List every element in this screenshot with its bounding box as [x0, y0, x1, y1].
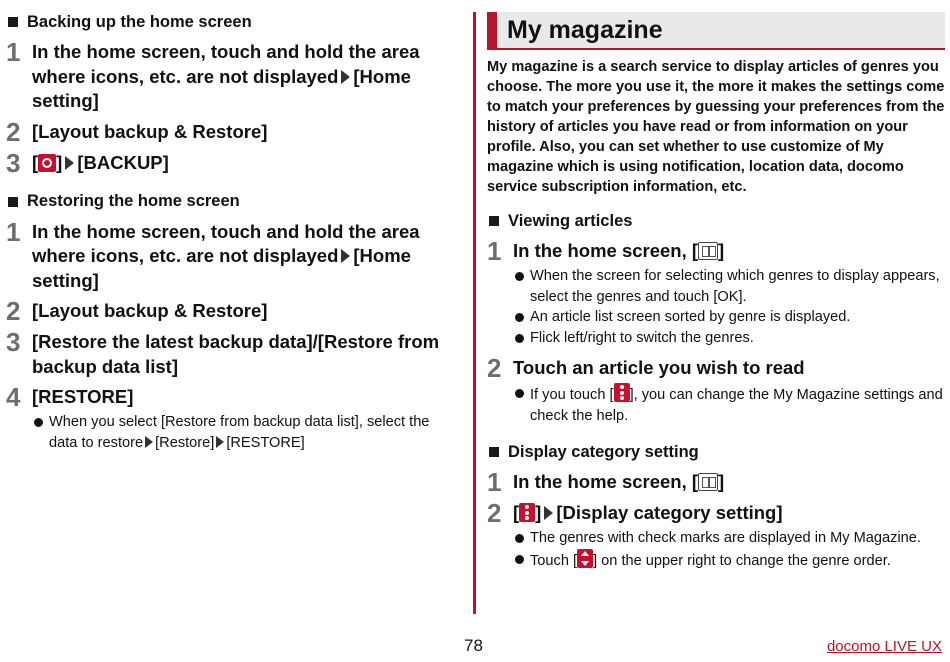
viewing-step-2: 2 Touch an article you wish to read — [487, 353, 805, 383]
page-number: 78 — [464, 636, 483, 655]
restore-step-4: 4 [RESTORE] — [6, 382, 134, 412]
list-item: The genres with check marks are displayed in My Magazine. — [513, 528, 945, 549]
restore-step-3: 3 [Restore the latest backup data]/[Restore from backup data list] — [6, 327, 440, 377]
my-magazine-icon — [698, 473, 718, 491]
list-item: When you select [Restore from backup data list], select the data to restore [Restore] [RESTORE] — [32, 412, 461, 453]
list-item: Touch [ ] on the upper right to change the genre order. — [513, 549, 945, 572]
step-number: 1 — [487, 236, 502, 266]
category-step-2: 2 [ ] [Display category setting] — [487, 498, 783, 528]
step-number: 3 — [6, 147, 21, 178]
sort-order-icon — [577, 549, 593, 568]
viewing-step-2-notes — [513, 383, 945, 426]
footer-section-link[interactable]: docomo LIVE UX — [826, 638, 942, 655]
arrow-right-icon — [65, 156, 74, 170]
step-number: 3 — [6, 327, 21, 357]
step-number: 2 — [6, 116, 21, 147]
square-bullet-icon — [8, 197, 18, 207]
step-number: 2 — [6, 296, 21, 326]
category-step-1: 1 In the home screen, [ ] — [487, 467, 725, 497]
section-title-bar — [487, 12, 945, 50]
step-number: 2 — [487, 498, 502, 528]
viewing-step-1-notes — [513, 266, 945, 348]
restore-step-2: 2 [Layout backup & Restore] — [6, 296, 268, 326]
right-column — [487, 12, 945, 571]
section-heading-restore: Restoring the home screen — [6, 190, 461, 214]
arrow-right-icon — [544, 506, 553, 520]
list-item: When the screen for selecting which genres to display appears, select the genres and touch [OK]. — [513, 266, 945, 307]
backup-step-2: 2 [Layout backup & Restore] — [6, 116, 268, 147]
viewing-step-1: 1 In the home screen, [ ] — [487, 236, 725, 266]
list-item: If you touch [ ], you can change the My Magazine settings and check the help. — [513, 383, 945, 426]
square-bullet-icon — [489, 447, 499, 457]
arrow-right-icon — [145, 436, 153, 448]
title-accent-mark — [487, 12, 497, 48]
category-step-2-notes — [513, 528, 945, 571]
restore-step-4-notes — [32, 412, 461, 453]
section-heading-viewing: Viewing articles — [487, 209, 945, 233]
section-heading-category: Display category setting — [487, 440, 945, 464]
square-bullet-icon — [8, 17, 18, 27]
list-item: An article list screen sorted by genre is displayed. — [513, 307, 945, 328]
settings-gear-icon — [38, 154, 56, 172]
column-divider — [473, 12, 476, 614]
my-magazine-icon — [698, 242, 718, 260]
backup-step-1: 1 In the home screen, touch and hold the area where icons, etc. are not displayed [Home setting] — [6, 37, 420, 111]
more-options-icon — [614, 383, 630, 402]
step-number: 1 — [6, 216, 21, 247]
section-heading-backup: Backing up the home screen — [6, 10, 461, 34]
arrow-right-icon — [341, 70, 350, 84]
arrow-right-icon — [341, 249, 350, 263]
intro-paragraph: My magazine is a search service to display articles of genres you choose. The more you use it, the more it makes the settings come to match your preferences by guessing your preferences from the history of articles you have read or from information on your profile. Also, you can set whether to use customize of My magazine which is using notification, location data, docomo service subscription information, etc. — [487, 59, 945, 195]
backup-step-3: 3 [ ] [BACKUP] — [6, 147, 169, 178]
more-options-icon — [519, 503, 535, 522]
restore-step-1: 1 In the home screen, touch and hold the area where icons, etc. are not displayed [Home setting] — [6, 216, 420, 291]
step-number: 1 — [6, 37, 21, 67]
step-number: 4 — [6, 382, 21, 412]
square-bullet-icon — [489, 216, 499, 226]
step-number: 2 — [487, 353, 502, 383]
step-number: 1 — [487, 467, 502, 497]
arrow-right-icon — [216, 436, 224, 448]
list-item: Flick left/right to switch the genres. — [513, 328, 945, 349]
page-title: My magazine — [507, 15, 663, 44]
left-column — [6, 10, 461, 453]
